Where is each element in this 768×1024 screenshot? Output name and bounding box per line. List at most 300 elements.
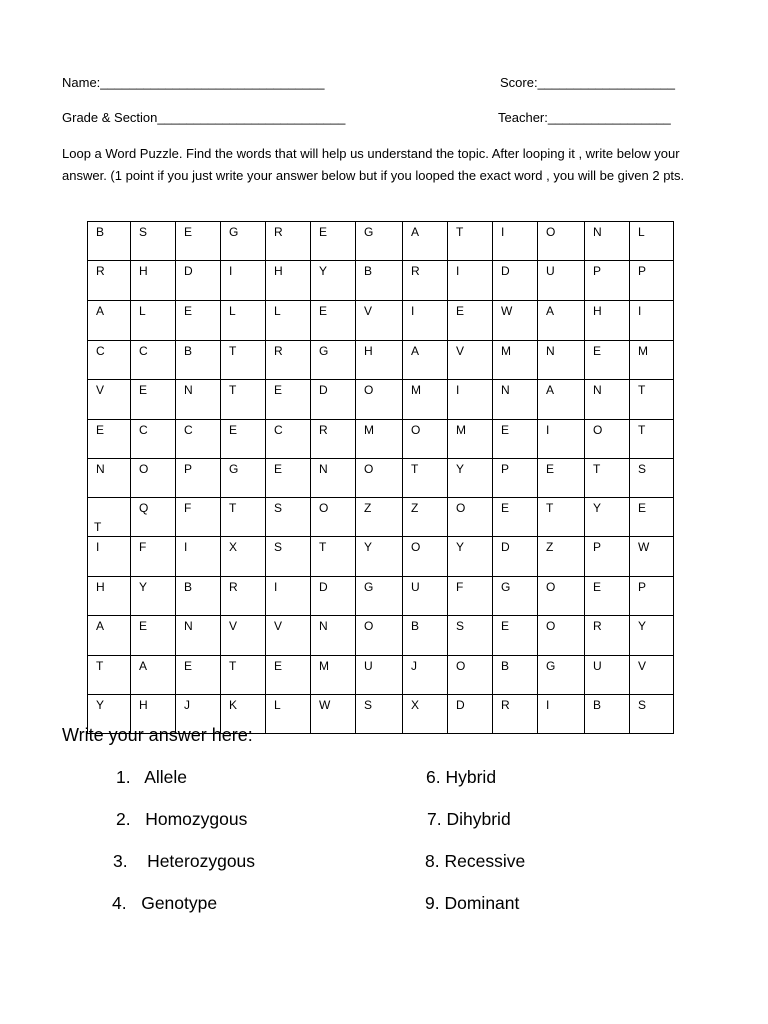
grid-letter: C xyxy=(96,344,105,358)
grid-cell[interactable] xyxy=(176,537,221,577)
grid-letter: W xyxy=(501,304,513,318)
grid-cell[interactable] xyxy=(403,301,448,341)
grid-cell[interactable] xyxy=(585,341,630,380)
grid-cell[interactable] xyxy=(630,616,674,656)
grid-cell[interactable] xyxy=(266,420,311,459)
grid-cell[interactable] xyxy=(311,577,356,616)
grid-cell[interactable] xyxy=(311,656,356,695)
grid-letter: G xyxy=(546,659,556,673)
grid-cell[interactable] xyxy=(403,261,448,301)
grid-letter: O xyxy=(364,619,374,633)
grid-cell[interactable] xyxy=(356,577,403,616)
grid-cell[interactable] xyxy=(131,459,176,498)
grid-letter: H xyxy=(139,264,148,278)
grid-cell[interactable] xyxy=(585,459,630,498)
grid-cell[interactable] xyxy=(266,577,311,616)
grid-cell[interactable] xyxy=(538,380,585,420)
grid-cell[interactable] xyxy=(448,222,493,261)
answer-number: 8. xyxy=(425,851,440,871)
grid-letter: O xyxy=(364,383,374,397)
grid-letter: E xyxy=(184,659,193,673)
grid-cell[interactable] xyxy=(493,695,538,734)
grid-cell[interactable] xyxy=(448,459,493,498)
grid-letter: U xyxy=(593,659,602,673)
grid-cell[interactable] xyxy=(538,261,585,301)
grid-cell[interactable] xyxy=(403,222,448,261)
grid-cell[interactable] xyxy=(311,695,356,734)
grid-cell[interactable] xyxy=(221,301,266,341)
grid-cell[interactable] xyxy=(176,222,221,261)
grid-row xyxy=(88,459,674,498)
grid-letter: O xyxy=(139,462,149,476)
grid-letter: B xyxy=(501,659,510,673)
grid-cell[interactable] xyxy=(221,498,266,537)
grid-cell[interactable] xyxy=(131,577,176,616)
grid-cell[interactable] xyxy=(311,261,356,301)
grid-cell[interactable] xyxy=(266,537,311,577)
grid-letter: L xyxy=(229,304,236,318)
grid-cell[interactable] xyxy=(538,695,585,734)
grid-letter: W xyxy=(319,698,331,712)
grid-letter: Y xyxy=(456,540,465,554)
grid-cell[interactable] xyxy=(176,420,221,459)
grid-cell[interactable] xyxy=(356,656,403,695)
grid-cell[interactable] xyxy=(630,459,674,498)
grid-cell[interactable] xyxy=(585,261,630,301)
grid-cell[interactable] xyxy=(356,222,403,261)
grid-letter: I xyxy=(96,540,100,554)
grid-cell[interactable] xyxy=(448,695,493,734)
grid-letter: E xyxy=(139,619,148,633)
grid-cell[interactable] xyxy=(403,380,448,420)
grid-cell[interactable] xyxy=(403,420,448,459)
answer-number: 7. xyxy=(427,809,442,829)
grid-cell[interactable] xyxy=(88,380,131,420)
grid-cell[interactable] xyxy=(630,380,674,420)
grid-cell[interactable] xyxy=(448,537,493,577)
grid-cell[interactable] xyxy=(176,498,221,537)
grid-cell[interactable] xyxy=(493,420,538,459)
grid-cell[interactable] xyxy=(221,459,266,498)
grid-letter: A xyxy=(96,304,105,318)
grid-letter: R xyxy=(274,344,283,358)
grid-letter: E xyxy=(456,304,465,318)
grid-cell[interactable] xyxy=(221,537,266,577)
grid-letter: D xyxy=(456,698,465,712)
grid-letter: S xyxy=(456,619,465,633)
grid-letter: T xyxy=(456,225,464,239)
grid-letter: X xyxy=(411,698,420,712)
grid-cell[interactable] xyxy=(403,459,448,498)
grid-letter: E xyxy=(96,423,105,437)
grid-letter: C xyxy=(274,423,283,437)
grid-letter: O xyxy=(411,423,421,437)
answer-item xyxy=(116,809,247,830)
grid-cell[interactable] xyxy=(585,656,630,695)
grid-cell[interactable] xyxy=(356,695,403,734)
answer-number: 4. xyxy=(112,893,127,913)
grid-cell[interactable] xyxy=(221,222,266,261)
grid-cell[interactable] xyxy=(266,380,311,420)
grid-cell[interactable] xyxy=(538,616,585,656)
grid-cell[interactable] xyxy=(176,301,221,341)
grid-letter: A xyxy=(96,619,105,633)
grid-letter: K xyxy=(229,698,238,712)
grid-letter: X xyxy=(229,540,238,554)
grid-letter: H xyxy=(364,344,373,358)
grid-cell[interactable] xyxy=(538,577,585,616)
grid-cell[interactable] xyxy=(538,498,585,537)
grid-letter: S xyxy=(274,501,283,515)
grid-cell[interactable] xyxy=(493,616,538,656)
grid-cell[interactable] xyxy=(356,261,403,301)
grid-letter: E xyxy=(501,501,510,515)
grid-cell[interactable] xyxy=(176,459,221,498)
grid-letter: R xyxy=(229,580,238,594)
teacher-field[interactable]: Teacher:_________________ xyxy=(498,110,671,125)
grid-cell[interactable] xyxy=(356,341,403,380)
grid-cell[interactable] xyxy=(448,498,493,537)
grid-letter: N xyxy=(546,344,555,358)
grid-row xyxy=(88,420,674,459)
grid-cell[interactable] xyxy=(630,341,674,380)
grid-letter: B xyxy=(184,580,193,594)
grid-cell[interactable] xyxy=(221,616,266,656)
grid-letter: S xyxy=(139,225,148,239)
grid-cell[interactable] xyxy=(88,656,131,695)
grid-cell[interactable] xyxy=(403,577,448,616)
grid-cell[interactable] xyxy=(630,498,674,537)
grid-letter: A xyxy=(546,304,555,318)
grid-cell[interactable] xyxy=(88,459,131,498)
grid-letter: F xyxy=(184,501,192,515)
grid-letter: M xyxy=(411,383,421,397)
grid-letter: J xyxy=(411,659,417,673)
grid-letter: M xyxy=(319,659,329,673)
grid-letter: I xyxy=(501,225,505,239)
grid-cell[interactable] xyxy=(131,222,176,261)
grid-letter: P xyxy=(184,462,193,476)
grid-cell[interactable] xyxy=(266,459,311,498)
grid-cell[interactable] xyxy=(131,537,176,577)
grid-letter: Y xyxy=(593,501,602,515)
answer-word: Dihybrid xyxy=(446,809,511,829)
grid-cell[interactable] xyxy=(176,380,221,420)
grid-letter: O xyxy=(364,462,374,476)
grid-letter: H xyxy=(139,698,148,712)
grid-cell[interactable] xyxy=(311,301,356,341)
grid-cell[interactable] xyxy=(585,498,630,537)
grid-cell[interactable] xyxy=(493,498,538,537)
grid-letter: O xyxy=(546,225,556,239)
grid-letter: V xyxy=(274,619,283,633)
grid-letter: E xyxy=(593,344,602,358)
grid-cell[interactable] xyxy=(585,420,630,459)
grid-cell[interactable] xyxy=(403,616,448,656)
grid-letter: E xyxy=(501,619,510,633)
grid-cell[interactable] xyxy=(88,341,131,380)
grid-letter: F xyxy=(456,580,464,594)
grid-cell[interactable] xyxy=(131,420,176,459)
grid-letter: O xyxy=(546,580,556,594)
grid-cell[interactable] xyxy=(448,261,493,301)
grid-letter: O xyxy=(411,540,421,554)
grid-letter: Q xyxy=(139,501,149,515)
grid-cell[interactable] xyxy=(311,222,356,261)
grid-cell[interactable] xyxy=(538,656,585,695)
answer-item xyxy=(425,893,519,914)
name-field[interactable]: Name:_______________________________ xyxy=(62,75,325,90)
grid-cell[interactable] xyxy=(88,261,131,301)
answer-word: Allele xyxy=(144,767,188,787)
grid-letter: Y xyxy=(139,580,148,594)
grid-cell[interactable] xyxy=(88,616,131,656)
grid-letter: C xyxy=(139,423,148,437)
grid-cell[interactable] xyxy=(131,380,176,420)
grid-letter: B xyxy=(364,264,373,278)
grid-letter: T xyxy=(229,659,237,673)
grid-letter: T xyxy=(638,423,646,437)
grid-letter: S xyxy=(274,540,283,554)
grid-cell[interactable] xyxy=(131,341,176,380)
grid-cell[interactable] xyxy=(448,656,493,695)
grid-letter: V xyxy=(364,304,373,318)
grid-letter: H xyxy=(96,580,105,594)
answer-number: 1. xyxy=(116,767,131,787)
grid-cell[interactable] xyxy=(630,537,674,577)
grid-cell[interactable] xyxy=(356,420,403,459)
grid-letter: O xyxy=(319,501,329,515)
grid-letter: T xyxy=(593,462,601,476)
grid-letter: D xyxy=(319,580,328,594)
grid-cell[interactable] xyxy=(448,380,493,420)
grid-letter: A xyxy=(411,344,420,358)
answer-number: 3. xyxy=(113,851,128,871)
grid-cell[interactable] xyxy=(221,420,266,459)
grid-cell[interactable] xyxy=(448,577,493,616)
grid-letter: N xyxy=(501,383,510,397)
grid-cell[interactable] xyxy=(356,459,403,498)
grid-cell[interactable] xyxy=(493,380,538,420)
grid-letter: B xyxy=(593,698,602,712)
grid-cell[interactable] xyxy=(176,341,221,380)
grid-cell[interactable] xyxy=(266,301,311,341)
grid-cell[interactable] xyxy=(131,498,176,537)
grid-cell[interactable] xyxy=(131,301,176,341)
grid-cell[interactable] xyxy=(221,261,266,301)
grid-letter: J xyxy=(184,698,190,712)
answer-number: 6. xyxy=(426,767,441,787)
grid-letter: I xyxy=(411,304,415,318)
grid-cell[interactable] xyxy=(493,341,538,380)
grid-cell[interactable] xyxy=(630,222,674,261)
grid-cell[interactable] xyxy=(88,222,131,261)
grid-cell[interactable] xyxy=(88,577,131,616)
grid-letter: P xyxy=(638,264,647,278)
grid-cell[interactable] xyxy=(311,616,356,656)
grid-cell[interactable] xyxy=(221,380,266,420)
grid-cell[interactable] xyxy=(356,498,403,537)
answer-number: 2. xyxy=(116,809,131,829)
grid-row xyxy=(88,261,674,301)
grid-letter: E xyxy=(546,462,555,476)
grid-cell[interactable] xyxy=(493,577,538,616)
grid-cell[interactable] xyxy=(448,616,493,656)
grid-cell[interactable] xyxy=(630,420,674,459)
grid-cell[interactable] xyxy=(311,341,356,380)
grid-cell[interactable] xyxy=(131,261,176,301)
grid-cell[interactable] xyxy=(176,616,221,656)
grid-letter: B xyxy=(184,344,193,358)
grid-letter: N xyxy=(96,462,105,476)
grid-cell[interactable] xyxy=(403,341,448,380)
grid-cell[interactable] xyxy=(448,420,493,459)
grid-letter: L xyxy=(274,304,281,318)
grid-cell[interactable] xyxy=(538,341,585,380)
grid-cell[interactable] xyxy=(585,301,630,341)
grid-cell[interactable] xyxy=(585,222,630,261)
grid-cell[interactable] xyxy=(630,577,674,616)
grid-cell[interactable] xyxy=(266,616,311,656)
score-field[interactable]: Score:___________________ xyxy=(500,75,675,90)
grid-cell[interactable] xyxy=(493,222,538,261)
grid-cell[interactable] xyxy=(538,301,585,341)
answer-item xyxy=(425,851,525,872)
grid-cell[interactable] xyxy=(221,656,266,695)
grid-cell[interactable] xyxy=(176,577,221,616)
grid-letter: Z xyxy=(364,501,372,515)
grid-letter: T xyxy=(94,520,102,534)
grid-cell[interactable] xyxy=(493,656,538,695)
grid-letter: U xyxy=(546,264,555,278)
grid-letter: I xyxy=(456,383,460,397)
grid-cell[interactable] xyxy=(493,537,538,577)
grid-cell[interactable] xyxy=(356,616,403,656)
grid-letter: I xyxy=(229,264,233,278)
grid-cell[interactable] xyxy=(311,537,356,577)
grid-letter: D xyxy=(501,540,510,554)
grid-letter: B xyxy=(96,225,105,239)
grade-section-field[interactable]: Grade & Section__________________________ xyxy=(62,110,346,125)
grid-cell[interactable] xyxy=(538,420,585,459)
grid-letter: R xyxy=(501,698,510,712)
grid-cell[interactable] xyxy=(88,498,131,537)
grid-letter: A xyxy=(411,225,420,239)
grid-letter: G xyxy=(229,225,239,239)
grid-cell[interactable] xyxy=(493,261,538,301)
grid-cell[interactable] xyxy=(88,420,131,459)
grid-letter: E xyxy=(274,462,283,476)
grid-letter: E xyxy=(184,225,193,239)
grid-cell[interactable] xyxy=(630,695,674,734)
grid-cell[interactable] xyxy=(538,459,585,498)
grid-cell[interactable] xyxy=(88,301,131,341)
grid-letter: T xyxy=(319,540,327,554)
grid-cell[interactable] xyxy=(311,498,356,537)
grid-cell[interactable] xyxy=(585,537,630,577)
grid-cell[interactable] xyxy=(493,301,538,341)
grid-letter: G xyxy=(364,225,374,239)
grid-cell[interactable] xyxy=(176,261,221,301)
grid-cell[interactable] xyxy=(356,537,403,577)
grid-letter: O xyxy=(546,619,556,633)
grid-cell[interactable] xyxy=(585,380,630,420)
grid-letter: C xyxy=(184,423,193,437)
grid-letter: R xyxy=(411,264,420,278)
grid-letter: L xyxy=(638,225,645,239)
grid-cell[interactable] xyxy=(630,656,674,695)
grid-letter: D xyxy=(184,264,193,278)
grid-letter: T xyxy=(546,501,554,515)
grid-letter: T xyxy=(96,659,104,673)
instructions-text: Loop a Word Puzzle. Find the words that will help us understand the topic. After looping it , write below your answer. (1 point if you just write your answer below but if you looped the exact word , you will be given 2 pts. xyxy=(62,146,685,183)
grid-cell[interactable] xyxy=(403,537,448,577)
grid-cell[interactable] xyxy=(448,301,493,341)
grid-letter: E xyxy=(274,383,283,397)
grid-cell[interactable] xyxy=(221,577,266,616)
grid-cell[interactable] xyxy=(403,656,448,695)
grid-letter: Y xyxy=(96,698,105,712)
grid-letter: E xyxy=(184,304,193,318)
grid-cell[interactable] xyxy=(266,695,311,734)
grid-cell[interactable] xyxy=(538,537,585,577)
grid-cell[interactable] xyxy=(356,380,403,420)
grid-letter: E xyxy=(274,659,283,673)
grid-cell[interactable] xyxy=(630,301,674,341)
grid-cell[interactable] xyxy=(538,222,585,261)
grid-cell[interactable] xyxy=(585,695,630,734)
grid-cell[interactable] xyxy=(266,222,311,261)
grid-letter: W xyxy=(638,540,650,554)
grid-cell[interactable] xyxy=(266,498,311,537)
grid-letter: P xyxy=(593,540,602,554)
grid-letter: L xyxy=(274,698,281,712)
grid-letter: M xyxy=(456,423,466,437)
grid-cell[interactable] xyxy=(403,695,448,734)
grid-cell[interactable] xyxy=(88,537,131,577)
grid-cell[interactable] xyxy=(311,459,356,498)
grid-cell[interactable] xyxy=(311,420,356,459)
grid-cell[interactable] xyxy=(630,261,674,301)
grid-cell[interactable] xyxy=(356,301,403,341)
grid-letter: E xyxy=(501,423,510,437)
grid-letter: I xyxy=(184,540,188,554)
grid-cell[interactable] xyxy=(176,656,221,695)
grid-cell[interactable] xyxy=(131,616,176,656)
grid-cell[interactable] xyxy=(493,459,538,498)
answer-item xyxy=(112,893,217,914)
grid-letter: T xyxy=(229,344,237,358)
answer-word: Homozygous xyxy=(145,809,248,829)
answer-item xyxy=(116,767,187,788)
grid-cell[interactable] xyxy=(266,341,311,380)
grid-letter: I xyxy=(638,304,642,318)
grid-cell[interactable] xyxy=(448,341,493,380)
grid-cell[interactable] xyxy=(266,656,311,695)
grid-cell[interactable] xyxy=(131,656,176,695)
grid-letter: C xyxy=(139,344,148,358)
grid-row xyxy=(88,537,674,577)
grid-cell[interactable] xyxy=(311,380,356,420)
grid-cell[interactable] xyxy=(266,261,311,301)
grid-cell[interactable] xyxy=(585,577,630,616)
grid-letter: Y xyxy=(638,619,647,633)
grid-cell[interactable] xyxy=(403,498,448,537)
grid-letter: E xyxy=(319,304,328,318)
grid-letter: D xyxy=(319,383,328,397)
grid-cell[interactable] xyxy=(221,341,266,380)
grid-cell[interactable] xyxy=(585,616,630,656)
